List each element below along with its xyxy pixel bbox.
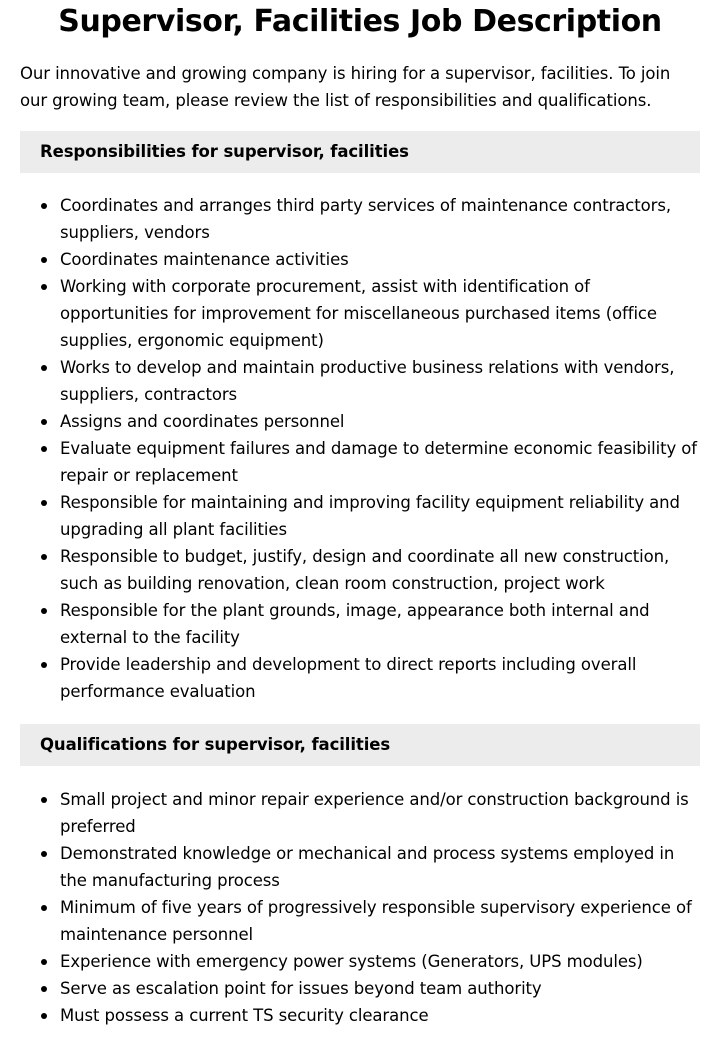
bullet-icon [41,257,47,263]
qualifications-header: Qualifications for supervisor, facilities [20,724,700,766]
list-item [20,489,700,543]
bullet-icon [41,986,47,992]
list-item-text: Must possess a current TS security clearance [60,1006,429,1025]
list-item [20,543,700,597]
bullet-icon [41,500,47,506]
list-item-text: Demonstrated knowledge or mechanical and process systems employed in the manufacturing process [60,844,675,890]
responsibilities-list [20,192,700,705]
qualifications-list [20,786,700,1029]
list-item [20,1002,700,1029]
bullet-icon [41,959,47,965]
list-item [20,786,700,840]
list-item-text: Experience with emergency power systems (Generators, UPS modules) [60,952,643,971]
list-item [20,975,700,1002]
bullet-icon [41,797,47,803]
list-item-text: Minimum of five years of progressively responsible supervisory experience of maintenance personnel [60,898,692,944]
page-title: Supervisor, Facilities Job Description [58,4,662,39]
responsibilities-header: Responsibilities for supervisor, facilities [20,131,700,173]
bullet-icon [41,905,47,911]
list-item [20,894,700,948]
list-item [20,246,700,273]
list-item-text: Assigns and coordinates personnel [60,412,345,431]
list-item [20,651,700,705]
bullet-icon [41,365,47,371]
list-item-text: Small project and minor repair experience and/or construction background is preferred [60,790,689,836]
list-item-text: Provide leadership and development to direct reports including overall performance evaluation [60,655,637,701]
intro-paragraph: Our innovative and growing company is hiring for a supervisor, facilities. To join our growing team, please review the list of responsibilities and qualifications. [20,64,671,110]
list-item-text: Working with corporate procurement, assist with identification of opportunities for improvement for miscellaneous purchased items (office supplies, ergonomic equipment) [60,277,657,350]
list-item-text: Serve as escalation point for issues beyond team authority [60,979,542,998]
list-item [20,948,700,975]
list-item [20,354,700,408]
list-item-text: Coordinates and arranges third party services of maintenance contractors, suppliers, vendors [60,196,671,242]
list-item [20,273,700,354]
bullet-icon [41,419,47,425]
list-item-text: Coordinates maintenance activities [60,250,349,269]
list-item [20,840,700,894]
bullet-icon [41,554,47,560]
bullet-icon [41,203,47,209]
list-item-text: Responsible for maintaining and improving facility equipment reliability and upgrading all plant facilities [60,493,680,539]
bullet-icon [41,662,47,668]
bullet-icon [41,608,47,614]
bullet-icon [41,446,47,452]
bullet-icon [41,1013,47,1019]
list-item [20,435,700,489]
list-item [20,408,700,435]
list-item-text: Evaluate equipment failures and damage to determine economic feasibility of repair or replacement [60,439,698,485]
list-item-text: Works to develop and maintain productive business relations with vendors, suppliers, contractors [60,358,675,404]
list-item [20,597,700,651]
list-item [20,192,700,246]
list-item-text: Responsible for the plant grounds, image, appearance both internal and external to the facility [60,601,650,647]
bullet-icon [41,851,47,857]
bullet-icon [41,284,47,290]
list-item-text: Responsible to budget, justify, design and coordinate all new construction, such as building renovation, clean room construction, project work [60,547,670,593]
